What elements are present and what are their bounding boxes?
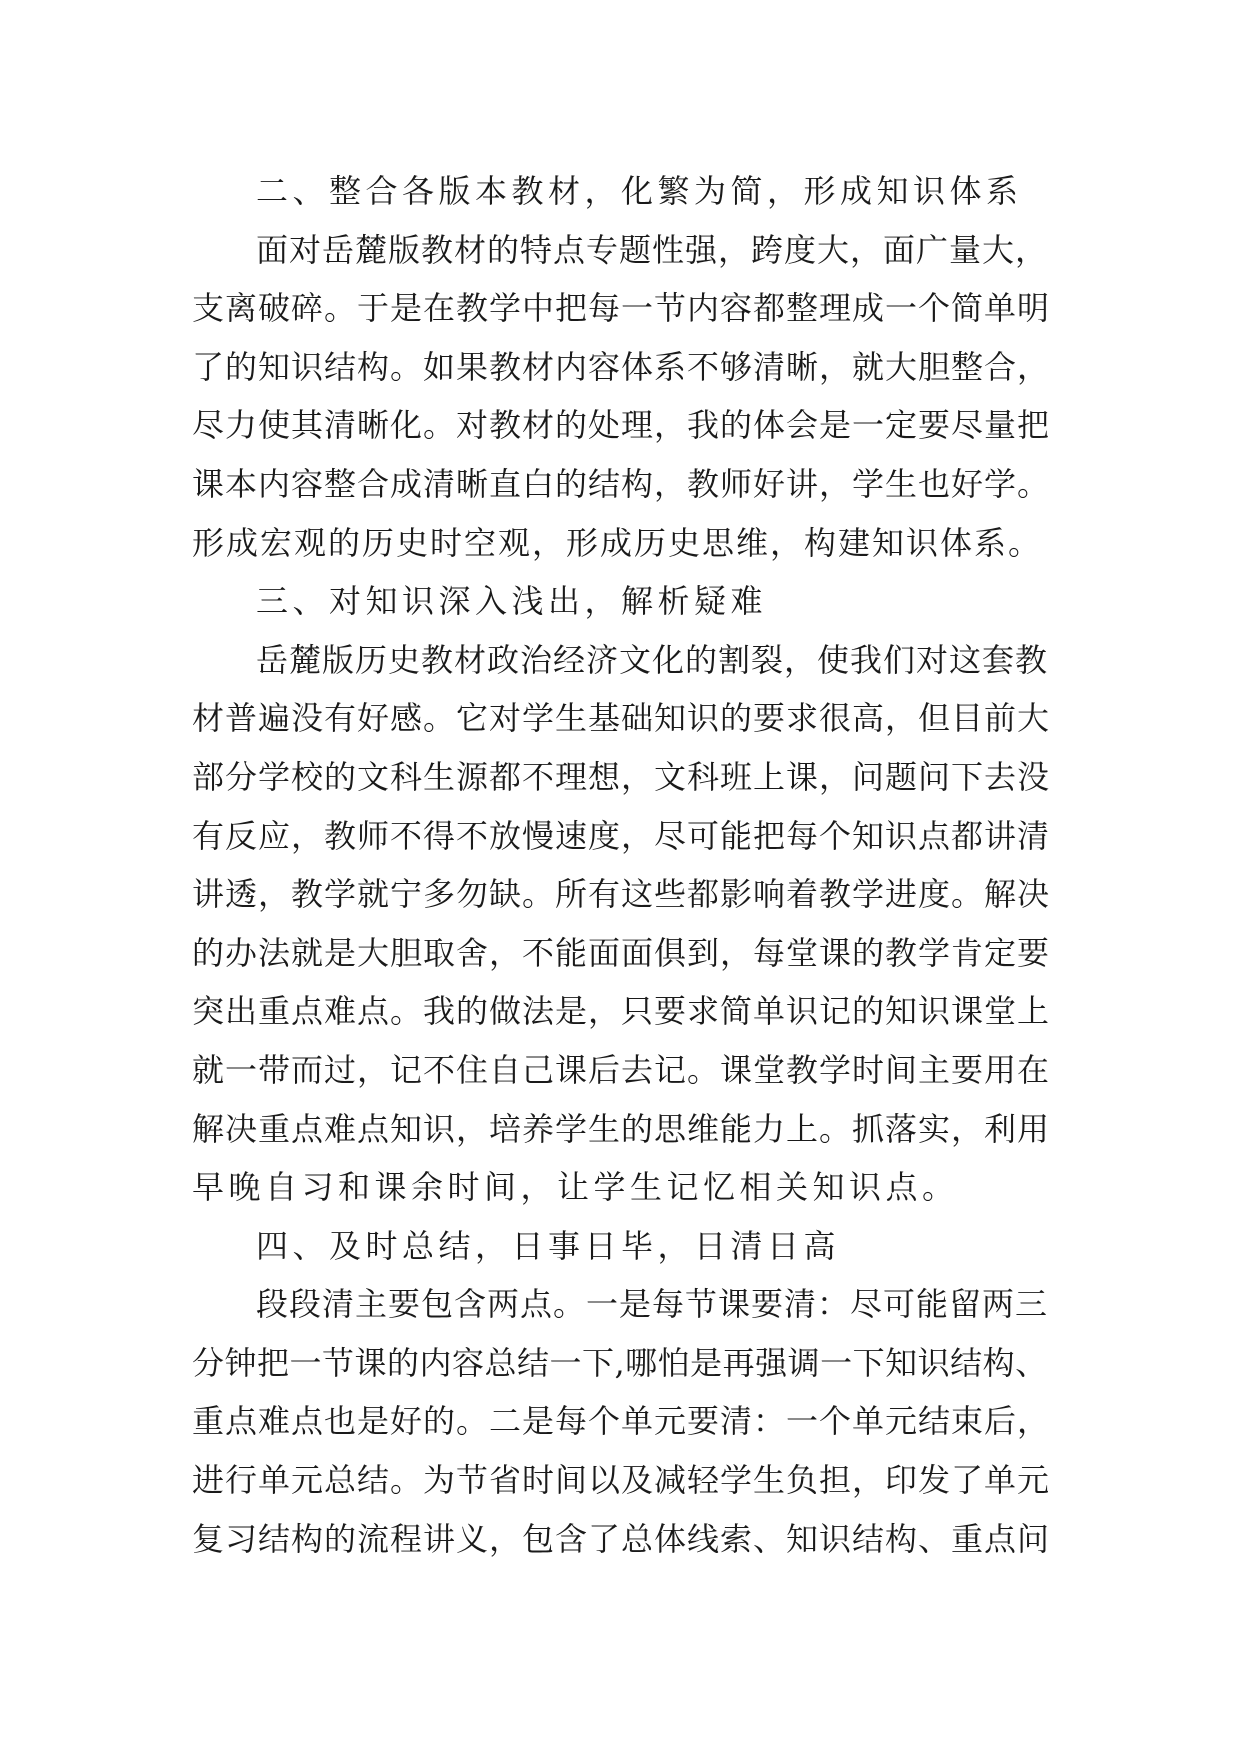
paragraph-first-line: 段段清主要包含两点。一是每节课要清：尽可能留两三 <box>256 1285 1049 1324</box>
paragraph-first-line: 面对岳麓版教材的特点专题性强，跨度大，面广量大， <box>256 230 1049 269</box>
paragraph-line: 分钟把一节课的内容总结一下,哪怕是再强调一下知识结构、 <box>192 1343 1048 1382</box>
paragraph-line: 部分学校的文科生源都不理想，文科班上课，问题问下去没 <box>192 757 1051 796</box>
paragraph-first-line: 岳麓版历史教材政治经济文化的割裂，使我们对这套教 <box>256 640 1049 679</box>
paragraph-line: 解决重点难点知识，培养学生的思维能力上。抓落实，利用 <box>192 1109 1051 1148</box>
paragraph-line: 有反应，教师不得不放慢速度，尽可能把每个知识点都讲清 <box>192 816 1051 855</box>
paragraph-first-line: 三、对知识深入浅出，解析疑难 <box>256 582 768 621</box>
document-body <box>192 162 1052 1568</box>
paragraph-line: 复习结构的流程讲义，包含了总体线索、知识结构、重点问 <box>192 1519 1051 1558</box>
paragraph-line: 了的知识结构。如果教材内容体系不够清晰，就大胆整合， <box>192 347 1051 386</box>
paragraph-line: 支离破碎。于是在教学中把每一节内容都整理成一个简单明 <box>192 289 1051 328</box>
paragraph-line: 就一带而过，记不住自己课后去记。课堂教学时间主要用在 <box>192 1050 1051 1089</box>
paragraph-line: 课本内容整合成清晰直白的结构，教师好讲，学生也好学。 <box>192 464 1051 503</box>
paragraph-line: 重点难点也是好的。二是每个单元要清：一个单元结束后， <box>192 1402 1051 1441</box>
paragraph-line: 尽力使其清晰化。对教材的处理，我的体会是一定要尽量把 <box>192 406 1051 445</box>
paragraph-line: 讲透，教学就宁多勿缺。所有这些都影响着教学进度。解决 <box>192 875 1051 914</box>
paragraph-line: 材普遍没有好感。它对学生基础知识的要求很高，但目前大 <box>192 699 1051 738</box>
paragraph-line: 的办法就是大胆取舍，不能面面俱到，每堂课的教学肯定要 <box>192 933 1051 972</box>
paragraph-first-line: 二、整合各版本教材，化繁为简，形成知识体系 <box>256 172 1023 210</box>
paragraph-line: 早晚自习和课余时间，让学生记忆相关知识点。 <box>192 1168 959 1207</box>
paragraph-first-line: 四、及时总结，日事日毕，日清日高 <box>256 1226 841 1265</box>
paragraph-line: 形成宏观的历史时空观，形成历史思维，构建知识体系。 <box>192 523 1043 562</box>
paragraph-line: 突出重点难点。我的做法是，只要求简单识记的知识课堂上 <box>192 992 1051 1031</box>
paragraph-line: 进行单元总结。为节省时间以及减轻学生负担，印发了单元 <box>192 1461 1051 1500</box>
